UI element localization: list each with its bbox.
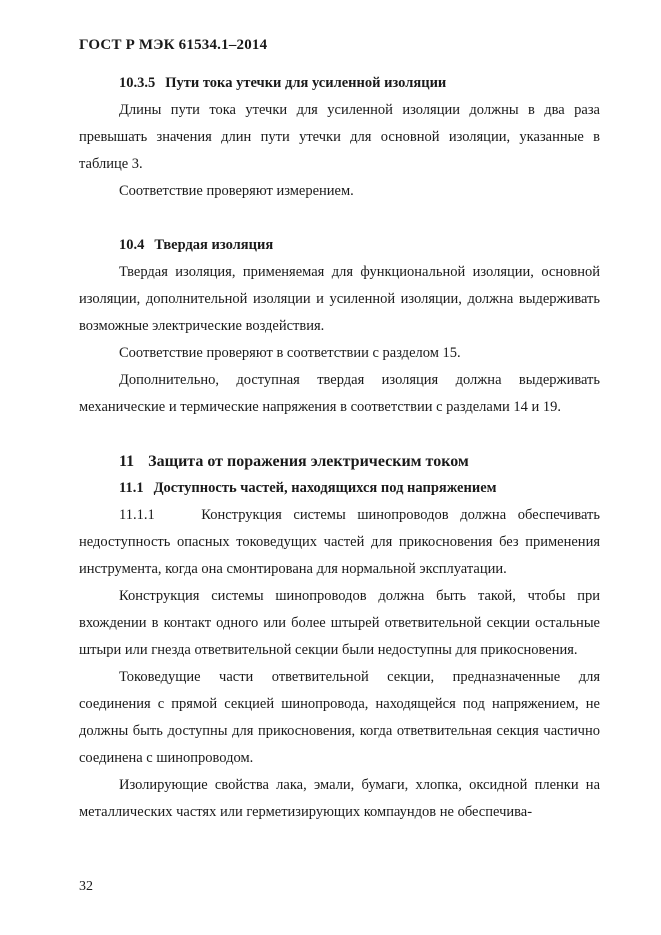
paragraph: Дополнительно, доступная твердая изоляция должна выдерживать механические и термические напряжения в соответствии с разделами 14 и 19. [79,372,600,415]
document-header: ГОСТ Р МЭК 61534.1–2014 [79,37,268,53]
section-heading-10-3-5 [79,70,600,97]
section-number: 10.4 [119,237,145,253]
chapter-number: 11 [119,453,135,470]
chapter-heading-11 [79,448,600,475]
section-number: 10.3.5 [119,75,156,91]
section-heading-10-4 [79,232,600,259]
paragraph: Длины пути тока утечки для усиленной изоляции должны в два раза превышать значения длин пути утечки для основной изоляции, указанные в таблице 3. [79,102,600,172]
paragraph: Твердая изоляция, применяемая для функциональной изоляции, основной изоляции, дополнительной изоляции и усиленной изоляции, должна выдерживать возможные электрические воздействия. [79,264,600,334]
section-title: Доступность частей, находящихся под напряжением [153,480,497,496]
paragraph: Токоведущие части ответвительной секции, предназначенные для соединения с прямой секцией шинопровода, находящейся под напряжением, не должны быть доступны для прикосновения, когда ответвительная секция частично соединена с шинопроводом. [79,669,600,766]
section-title: Пути тока утечки для усиленной изоляции [165,75,447,91]
page-number: 32 [79,879,93,894]
paragraph: Соответствие проверяют в соответствии с разделом 15. [119,345,461,361]
paragraph: Изолирующие свойства лака, эмали, бумаги, хлопка, оксидной пленки на металлических частях или герметизирующих компаундов не обеспечива- [79,777,600,820]
paragraph: Конструкция системы шинопроводов должна быть такой, чтобы при вхождении в контакт одного или более штырей ответвительной секции остальные штыри или гнезда ответвительной секции были недоступны для прикосновения. [79,588,600,658]
document-body [79,70,604,826]
chapter-title: Защита от поражения электрическим током [148,453,469,470]
paragraph: 11.1.1 Конструкция системы шинопроводов должна обеспечивать недоступность опасных токоведущих частей для прикосновения без применения инструмента, когда она смонтирована для нормальной эксплуатации. [79,507,604,577]
section-heading-11-1 [79,475,600,502]
paragraph: Соответствие проверяют измерением. [119,183,354,199]
section-title: Твердая изоляция [154,237,274,253]
section-number: 11.1 [119,480,144,496]
